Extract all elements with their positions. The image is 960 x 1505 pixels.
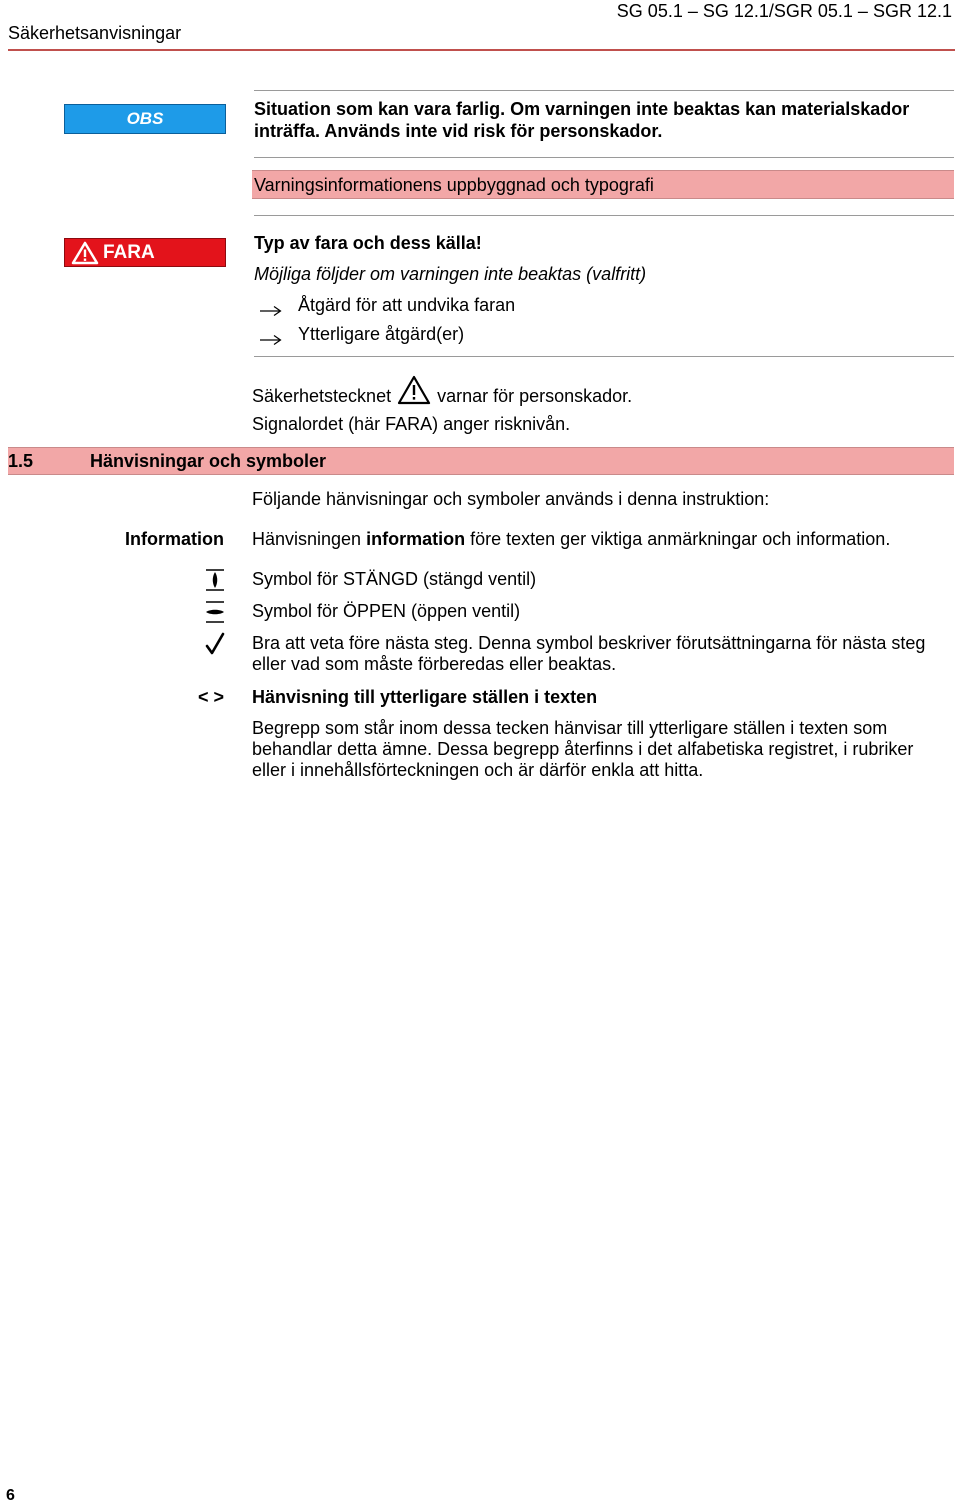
header-models: SG 05.1 – SG 12.1/SGR 05.1 – SGR 12.1	[616, 1, 952, 21]
safety-sign-text-after: varnar för personskador.	[437, 386, 633, 406]
warning-triangle-icon	[397, 375, 431, 405]
reference-title: Hänvisning till ytterligare ställen i texten	[252, 687, 598, 707]
checkmark-icon	[200, 632, 230, 656]
valve-open-icon	[200, 600, 230, 624]
warning-info-bottom-rule	[254, 356, 954, 357]
header-rule	[8, 49, 955, 51]
action-row	[260, 294, 515, 316]
good-to-know-line1: Bra att veta före nästa steg. Denna symbol beskriver förutsättningarna för nästa steg	[252, 633, 926, 653]
information-text-post: före texten ger viktiga anmärkningar och information.	[470, 529, 891, 549]
information-text-bold: information	[366, 529, 466, 549]
further-action-text: Ytterligare åtgärd(er)	[298, 324, 465, 344]
notice-top-rule	[254, 90, 954, 91]
safety-sign-row	[252, 381, 632, 411]
good-to-know-line2: eller vad som måste förberedas eller beaktas.	[252, 654, 617, 674]
fara-label: FARA	[103, 241, 155, 263]
reference-symbol: < >	[197, 687, 224, 707]
arrow-right-icon	[260, 329, 282, 341]
page-number: 6	[6, 1487, 15, 1504]
section-intro: Följande hänvisningar och symboler används i denna instruktion:	[252, 489, 770, 509]
warning-info-top-rule	[254, 215, 954, 216]
reference-line1: Begrepp som står inom dessa tecken hänvisar till ytterligare ställen i texten som	[252, 718, 888, 738]
arrow-right-icon	[260, 300, 282, 312]
warning-info-heading: Varningsinformationens uppbyggnad och typografi	[254, 175, 654, 195]
obs-badge	[64, 104, 226, 134]
header-section-title: Säkerhetsanvisningar	[8, 23, 182, 43]
closed-symbol-text: Symbol för STÄNGD (stängd ventil)	[252, 569, 537, 589]
obs-label: OBS	[126, 109, 164, 128]
notice-text-line1: Situation som kan vara farlig. Om varningen inte beaktas kan materialskador	[254, 99, 910, 119]
warning-triangle-icon	[71, 241, 99, 265]
information-label: Information	[125, 529, 224, 549]
safety-sign-text-before: Säkerhetstecknet	[252, 386, 392, 406]
valve-closed-icon	[200, 568, 230, 592]
danger-type: Typ av fara och dess källa!	[254, 233, 482, 253]
open-symbol-text: Symbol för ÖPPEN (öppen ventil)	[252, 601, 521, 621]
fara-badge	[64, 238, 226, 267]
reference-line3: eller i innehållsförteckningen och är därför enkla att hitta.	[252, 760, 704, 780]
action-text: Åtgärd för att undvika faran	[298, 295, 516, 315]
information-text	[252, 528, 890, 550]
danger-consequences: Möjliga följder om varningen inte beaktas (valfritt)	[254, 264, 647, 284]
section-number: 1.5	[8, 451, 34, 471]
information-text-pre: Hänvisningen	[252, 529, 362, 549]
reference-line2: behandlar detta ämne. Dessa begrepp återfinns i det alfabetiska registret, i rubriker	[252, 739, 914, 759]
further-action-row	[260, 323, 464, 345]
notice-bottom-rule	[254, 157, 954, 158]
section-title: Hänvisningar och symboler	[90, 451, 327, 471]
notice-text-line2: inträffa. Används inte vid risk för personskador.	[254, 121, 663, 141]
signal-word-text: Signalordet (här FARA) anger risknivån.	[252, 414, 571, 434]
